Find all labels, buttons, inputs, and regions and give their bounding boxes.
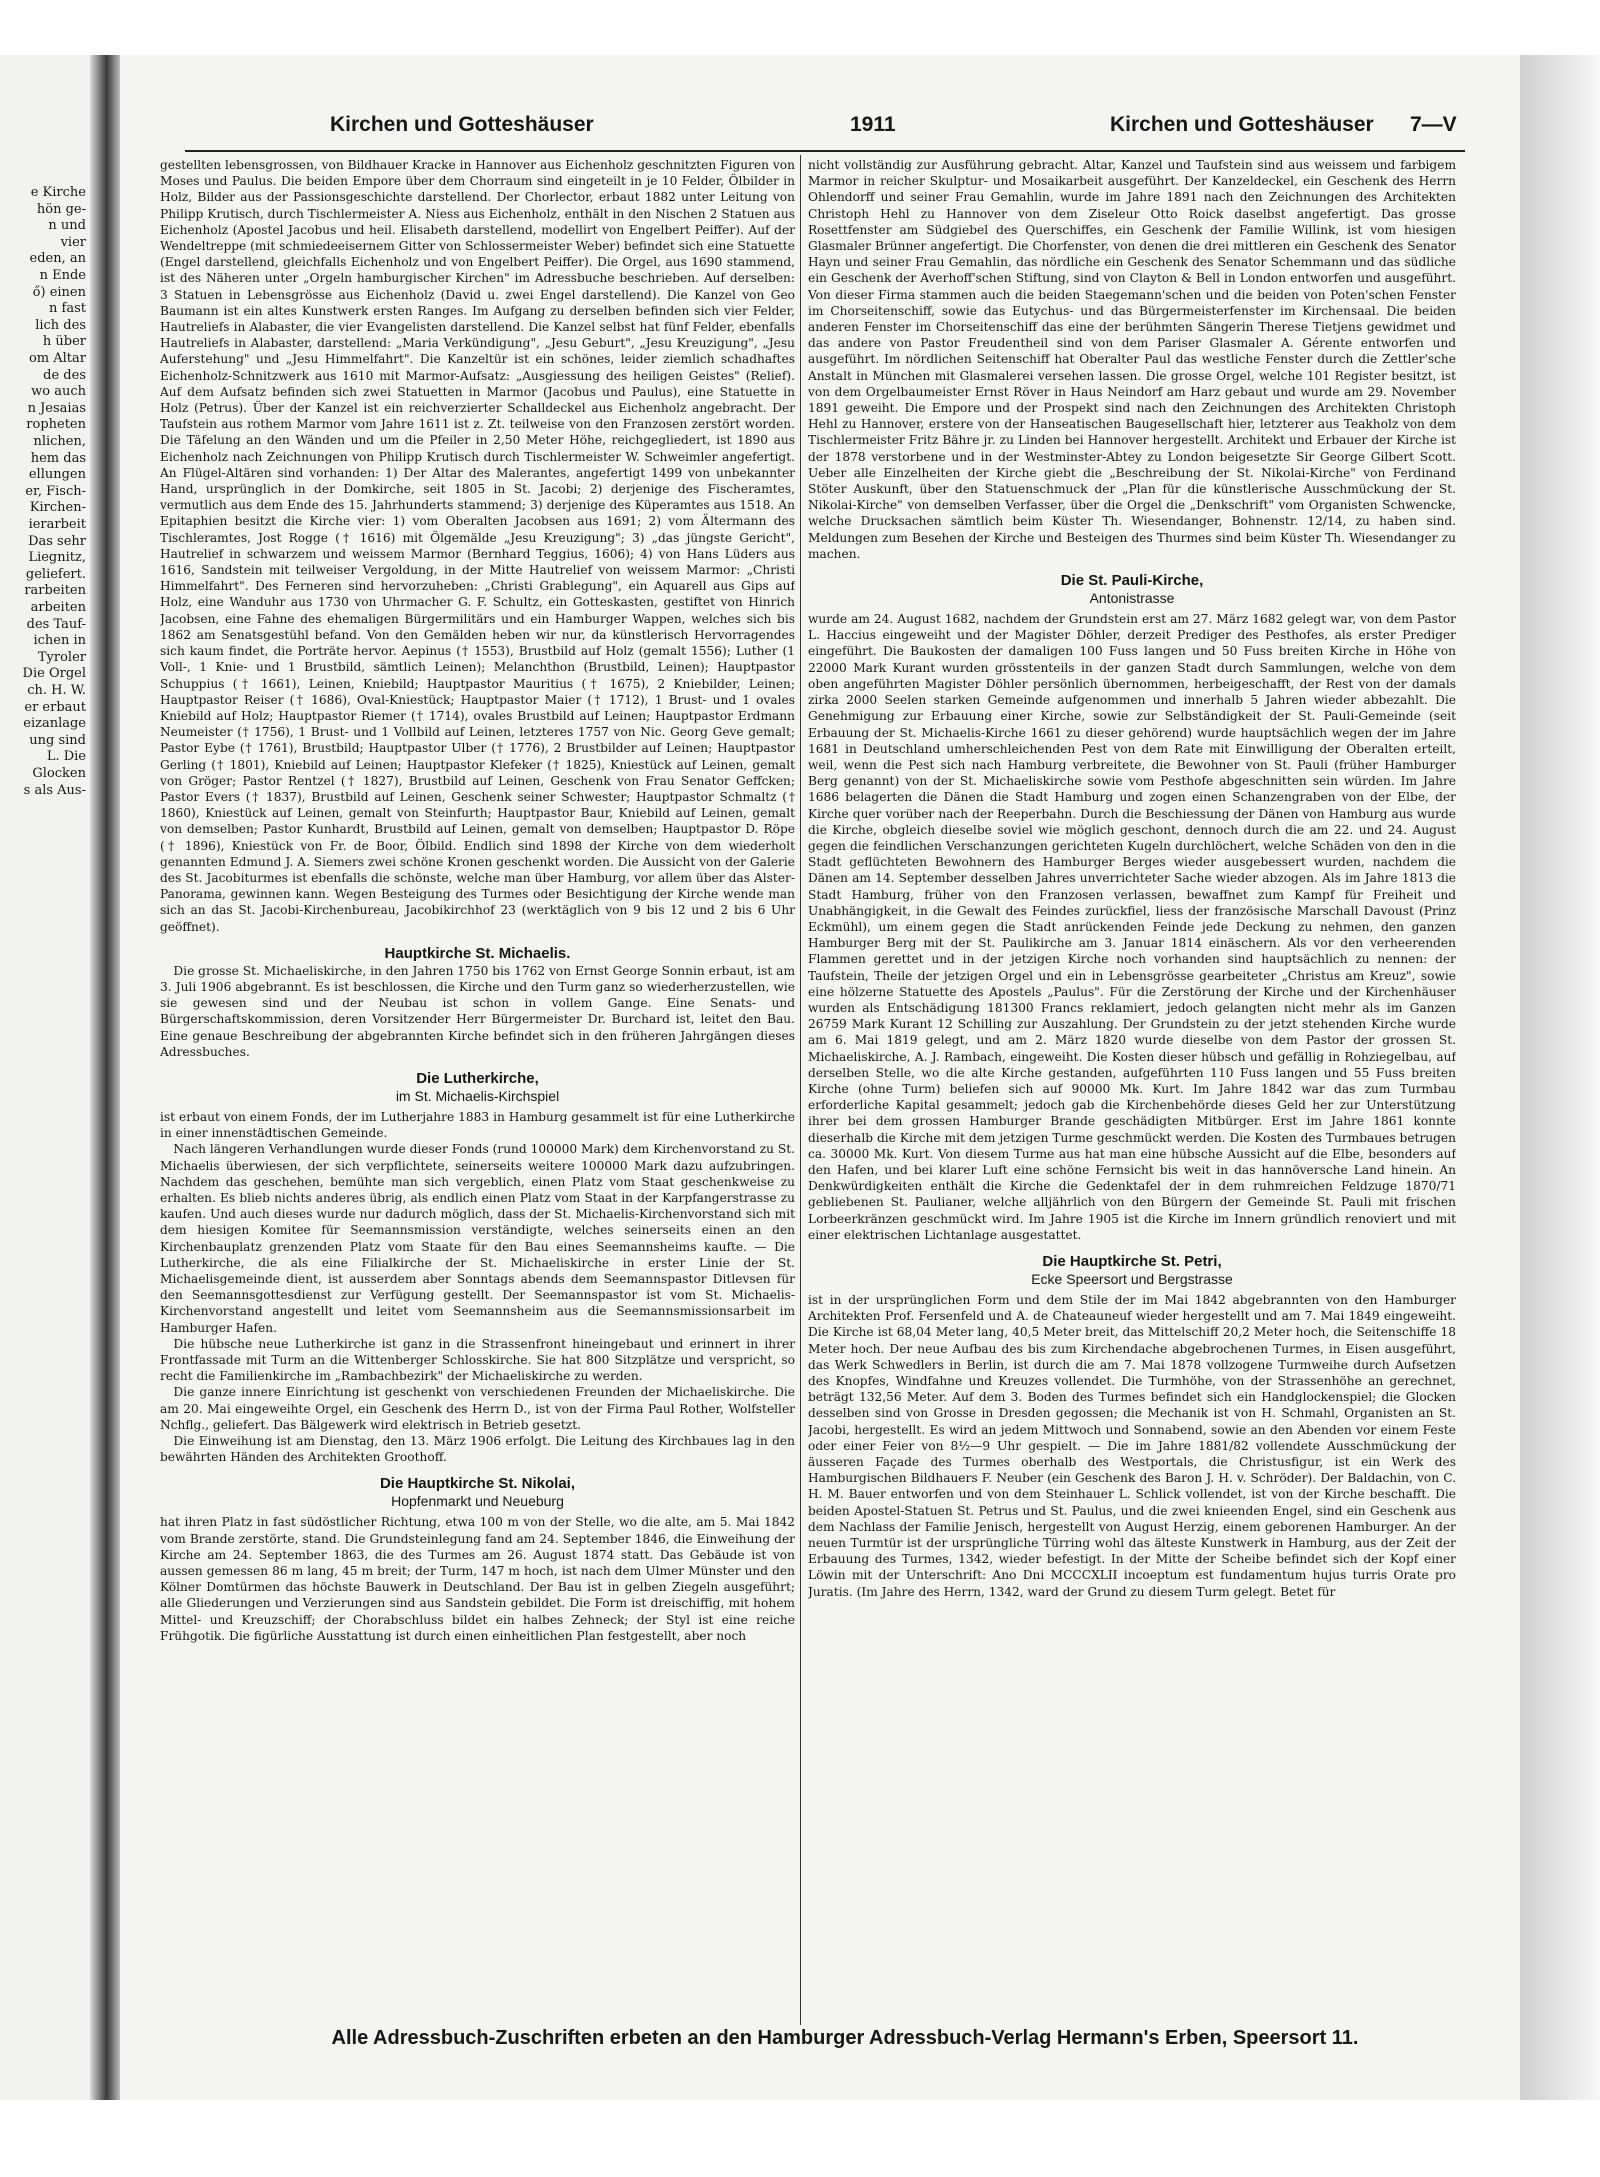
lutherkirche-text-5: Die Einweihung ist am Dienstag, den 13. März 1906 erfolgt. Die Leitung des Kirchbaues lag in den bewährten Händen des Architekten Groothoff. <box>160 1434 795 1465</box>
left-margin-fragment: e Kirche <box>30 185 86 200</box>
left-margin-fragment: ch. H. W. <box>27 683 86 698</box>
lutherkirche-text-2: Nach längeren Verhandlungen wurde dieser Fonds (rund 100000 Mark) dem Kirchenvorstand zu St. Michaelis überwiesen, der sich verpflichtete, seinerseits weitere 100000 Mark dazu aufzubringen. Nachdem das geschehen, bemühte man sich vergeblich, einen Platz vom Staat geschenkweise zu erhalten. Es blieb nichts anderes übrig, als endlich einen Platz vom Staat in der Karpfangerstrasse zu kaufen. Und auch dieses wurde nur dadurch möglich, dass der St. Michaelis-Kirchenvorstand sich mit dem hiesigen Komitee für Seemannsmission verständigte, welches seinerseits einen an den Kirchenbauplatz grenzenden Platz vom Staate für den Bau eines Seemannsheims kaufte. — Die Lutherkirche, die als eine Filialkirche der St. Michaeliskirche in erster Linie der St. Michaelisgemeinde dient, ist ausserdem aber Sonntags abends dem Seemannspastor Ditlevsen für den Seemannsgottesdienst zur Verfügung gestellt. Der Seemannspastor ist vom St. Michaelis-Kirchenvorstand angestellt und leitet vom Seemannsheim aus die Seemannsmissionsarbeit im Hamburger Hafen. <box>160 1142 795 1335</box>
pauli-text: wurde am 24. August 1682, nachdem der Grundstein erst am 27. März 1682 gelegt war, von dem Pastor L. Haccius eingeweiht und der Magister Döhler, derzeit Prediger des Pesthofes, als erster Prediger eingeführt. Die Baukosten der damaligen 100 Fuss langen und 50 Fuss breiten Kirche in Höhe von 22000 Mark Kurant wurden grösstenteils in der ganzen Stadt durch Sammlungen, welche von dem oben angeführten Magister Döhler persönlich übernommen, herbeigeschafft, der Rest von der damals zirka 2000 Seelen starken Gemeinde aufgenommen und innerhalb 5 Jahren wieder abbezahlt. Die Genehmigung zur Erbauung einer Kirche, sowie zur Selbständigkeit der St. Pauli-Gemeinde (seit Erbauung der St. Michaelis-Kirche 1661 zu dieser gehörend) wurde hauptsächlich wegen der im Jahre 1681 in Deutschland umherschleichenden Pest von dem Rate mit Einwilligung der Oberalten erteilt, weil, wenn die Pest sich nach Hamburg verbreitete, die Bewohner von St. Pauli (früher Hamburger Berg genannt) von der St. Michaeliskirche sowie vom Pesthofe abgeschnitten sein würden. Im Jahre 1686 belagerten die Dänen die Stadt Hamburg und zogen einen Schanzengraben von der Elbe, der Kirche quer vorüber nach der Reeperbahn. Durch die Beschiessung der Dänen von Hamburg aus wurde die Kirche, obgleich dieselbe soviel wie möglich geschont, dennoch durch die am 22. und 24. August gegen die feindlichen Verschanzungen gerichteten Kugeln durchlöchert, welche Schäden von den in die Stadt geflüchteten Bewohnern des Hamburger Berges wieder ausgebessert wurden, nachdem die Dänen am 14. September desselben Jahres unverrichteter Sache wieder abzogen. Als im Jahre 1813 die Stadt Hamburg, früher von den Franzosen verlassen, bewaffnet zum Kampf für Freiheit und Unabhängigkeit, in die Gewalt des Feindes zurückfiel, liess der französische Marschall Davoust (Prinz Eckmühl), um einem gegen die Stadt anrückenden Feinde jede Deckung zu nehmen, den ganzen Hamburger Berg mit der St. Paulikirche am 3. Januar 1814 einäschern. Als vor den verheerenden Flammen gerettet und in der jetzigen Kirche noch vorhanden sind hauptsächlich zu nennen: der Taufstein, Theile der jetzigen Orgel und ein in Lebensgrösse gearbeiteter „Christus am Kreuz", sowie eine hölzerne Statuette des Apostels „Paulus". Für die Zerstörung der Kirche und der Kirchenhäuser wurden als Entschädigung 181300 Francs reklamiert, jedoch gelangten nicht mehr als im Ganzen 26759 Mark Kurant 12 Schilling zur Auszahlung. Der Grundstein zu der jetzt stehenden Kirche wurde am 6. Mai 1819 gelegt, und am 2. März 1820 wurde dieselbe von dem Pastor der grossen St. Michaeliskirche, A. J. Rambach, eingeweiht. Die Kosten dieser hübsch und gefällig in Rohziegelbau, auf derselben Stelle, wo die alte Kirche gestanden, aufgeführten 110 Fuss langen und 55 Fuss breiten Kirche (ohne Turm) beliefen sich auf 90000 Mk. Kurt. Im Jahre 1842 war das zum Turmbau erforderliche Kapital gesammelt; jedoch gab die Kirchenbehörde dieses Geld her zur Unterstützung ihrer bei dem grossen Hamburger Brande geschädigten Mitbürger. Erst im Jahre 1861 konnte dieserhalb die Kirche mit dem jetzigen Turme geschmückt werden. Die Kosten des Turmbaues betrugen ca. 30000 Mk. Kurt. Von diesem Turme aus hat man eine hübsche Aussicht auf die Elbe, besonders auf den Hafen, und bei klarer Luft eine schöne Fernsicht bis weit in das hannöversche Land hinein. An Denkwürdigkeiten enthält die Kirche die Gedenktafel der in dem ruhmreichen Feldzuge 1870/71 gebliebenen St. Paulianer, welche alljährlich von den Bürgern der Gemeinde St. Pauli mit frischen Lorbeerkränzen geschmückt wird. Im Jahre 1905 ist die Kirche im Innern gründlich renoviert und mit einer elektrischen Lichtanlage ausgestattet. <box>808 612 1456 1242</box>
header-year: 1911 <box>850 113 896 136</box>
left-margin-fragment: ellungen <box>28 467 86 483</box>
right-column <box>808 157 1456 2027</box>
left-margin-fragment: om Altar <box>28 351 86 366</box>
left-margin-fragment: eizanlage <box>23 716 86 732</box>
pauli-subheading: Antonistrasse <box>1089 590 1175 607</box>
left-margin-fragment: hem das <box>30 450 86 466</box>
gutter-shadow <box>90 55 120 2100</box>
nikolai-subheading: Hopfenmarkt und Neueburg <box>391 1493 564 1510</box>
left-margin-fragment: de des <box>43 367 86 383</box>
petri-subheading: Ecke Speersort und Bergstrasse <box>1031 1271 1233 1287</box>
left-margin-fragment: geliefert. <box>25 566 86 582</box>
left-margin-fragment: arbeiten <box>30 600 86 615</box>
left-margin-fragment: n Ende <box>39 268 86 283</box>
left-margin-fragment: ierarbeit <box>28 517 86 532</box>
left-column <box>160 157 795 2027</box>
column-rule <box>800 155 801 2025</box>
header-page: 7—V <box>1410 113 1457 136</box>
header-rule <box>185 150 1465 152</box>
nikolai-continuation: nicht vollständig zur Ausführung gebracht. Altar, Kanzel und Taufstein sind aus weissem und farbigem Marmor in reicher Skulptur- und Mosaikarbeit ausgeführt. Der Kanzeldeckel, ein Geschenk des Herrn Ohlendorff und seiner Frau Gemahlin, wurde im Jahre 1891 nach den Zeichnungen des Architekten Christoph Hehl zu Hannover von dem Ziseleur Otto Roick daselbst angefertigt. Das grosse Rosettfenster am Südgiebel des Querschiffes, ein Geschenk der Familie Willink, ist vom hiesigen Glasmaler Brünner angefertigt. Die Chorfenster, von denen die drei mittleren ein Geschenk des Senator Hayn und seiner Frau Gemahlin, das nördliche ein Geschenk des Senator Schemmann und das südliche ein Geschenk der Averhoff'schen Stiftung, sind von Clayton & Bell in London entworfen und ausgeführt. Von dieser Firma stammen auch die beiden Staegemann'schen und die beiden von Poten'schen Fenster im Chorseitenschiff, sowie das Eutychus- und das Bürgermeisterfenster im Kirchensaal. Die beiden anderen Fenster im Chorseitenschiff das eine der berühmten Sängerin Therese Tietjens gewidmet und das andere von Pastor Freudentheil sind von dem Pariser Glasmaler A. Gérente entworfen und ausgeführt. Im nördlichen Seitenschiff hat Oberalter Paul das westliche Fenster durch die Zettler'sche Anstalt in München mit Glasmalerei versehen lassen. Die grosse Orgel, welche 101 Register besitzt, ist von dem Orgelbaumeister Ernst Röver in Haus Neindorf am Harz gebaut und wurde am 29. November 1891 geweiht. Die Empore und der Prospekt sind nach den Zeichnungen des Architekten Christoph Hehl zu Hannover, erstere von der Hanseatischen Baugesellschaft hier, letzterer aus Teakholz von dem Tischlermeister Fritz Bähre jr. zu Linden bei Hannover hergestellt. Architekt und Erbauer der Kirche ist der 1878 verstorbene und in der Westminster-Abtey zu London beigesetzte Sir George Gilbert Scott. Ueber alle Einzelheiten der Kirche giebt die „Beschreibung der St. Nikolai-Kirche" von Ferdinand Stöter Auskunft, über den Statuenschmuck der „Plan für die künstlerische Ausschmückung der St. Nikolai-Kirche" von demselben Verfasser, über die Orgel die „Denkschrift" vom Organisten Schwencke, welche Drucksachen sämtlich beim Küster Th. Wiesendanger, Bohnenstr. 12/14, zu haben sind. Meldungen zum Besehen der Kirche und Besteigen des Thurmes sind beim Küster Th. Wiesendanger zu machen. <box>808 158 1456 561</box>
left-margin-fragment: Tyroler <box>37 649 86 665</box>
lutherkirche-text-1: ist erbaut von einem Fonds, der im Lutherjahre 1883 in Hamburg gesammelt ist für eine Lutherkirche in einer innenstädtischen Gemeinde. <box>160 1109 795 1141</box>
scanned-page <box>0 55 1600 2100</box>
lutherkirche-text-4: Die ganze innere Einrichtung ist geschenkt von verschiedenen Freunden der Michaeliskirche. Die am 20. Mai eingeweihte Orgel, ein Geschenk des Herrn D., ist von der Firma Paul Rother, Wolfsteller Nchflg., geliefert. Das Bälgewerk wird elektrisch in Betrieb gesetzt. <box>160 1385 795 1432</box>
left-margin-fragment: des Tauf- <box>26 616 86 632</box>
left-margin-fragment: h über <box>42 334 86 350</box>
left-margin-fragment: Die Orgel <box>22 666 86 682</box>
left-margin-fragment: hön ge- <box>36 201 86 217</box>
right-page-edge <box>1520 55 1600 2100</box>
left-margin-fragment: Kirchen- <box>29 500 86 516</box>
nikolai-heading: Die Hauptkirche St. Nikolai, <box>379 1475 576 1493</box>
left-margin-fragment: lich des <box>35 317 86 333</box>
left-margin-fragment: ropheten <box>26 417 86 433</box>
michaelis-heading: Hauptkirche St. Michaelis. <box>384 944 571 962</box>
lutherkirche-text-3: Die hübsche neue Lutherkirche ist ganz in die Strassenfront hineingebaut und erinnert in ihrer Frontfassade mit Turm an die Wittenberger Schlosskirche. Sie hat 800 Sitzplätze und verspricht, so recht die Familienkirche im „Rambachbezirk" der Michaeliskirche zu werden. <box>160 1336 795 1384</box>
left-margin-fragment: n fast <box>49 301 86 317</box>
left-margin-fragment: eden, an <box>29 251 86 267</box>
left-margin-strip <box>0 55 90 2100</box>
left-margin-fragment: n Jesaias <box>27 400 86 416</box>
running-head <box>210 105 1460 145</box>
left-margin-fragment: ichen in <box>33 633 86 649</box>
petri-heading: Die Hauptkirche St. Petri, <box>1042 1253 1222 1270</box>
left-margin-fragment: s als Aus- <box>23 782 86 798</box>
left-margin-fragment: Liegnitz, <box>28 550 86 566</box>
left-margin-fragment: L. Die <box>46 749 86 765</box>
left-margin-fragment: rarbeiten <box>24 583 86 599</box>
left-margin-fragment: er, Fisch- <box>25 483 86 499</box>
nikolai-text: hat ihren Platz in fast südöstlicher Richtung, etwa 100 m von der Stelle, wo die alte, am 5. Mai 1842 vom Brande zerstörte, stand. Die Grundsteinlegung fand am 24. September 1846, die Einweihung der Kirche am 24. September 1863, die des Turmes am 26. August 1874 statt. Das Gebäude ist von aussen gemessen 86 m lang, 45 m breit; der Turm, 147 m hoch, ist nach dem Ulmer Münster und den Kölner Domtürmen das höchste Bauwerk in Deutschland. Der Bau ist in gelben Ziegeln ausgeführt; alle Gliederungen und Verzierungen sind aus Sandstein gebildet. Die Form ist dreischiffig, mit hohem Mittel- und Kreuzschiff; der Chorabschluss bildet ein halbes Zehneck; der Styl ist eine reiche Frühgotik. Die figürliche Ausstattung ist durch einen einheitlichen Plan festgestellt, aber noch <box>160 1515 795 1643</box>
header-left: Kirchen und Gotteshäuser <box>330 113 594 136</box>
left-margin-fragment: Glocken <box>32 766 86 781</box>
pauli-heading: Die St. Pauli-Kirche, <box>1060 572 1204 590</box>
left-margin-fragment: wo auch <box>31 384 86 400</box>
header-right: Kirchen und Gotteshäuser <box>1110 113 1374 136</box>
petri-text: ist in der ursprünglichen Form und dem Stile der im Mai 1842 abgebrannten von den Hamburger Architekten Prof. Fersenfeld und A. de Chateauneuf wieder hergestellt und am 7. Mai 1849 eingeweiht. Die Kirche ist 68,04 Meter lang, 40,5 Meter breit, das Mittelschiff 20,2 Meter hoch, die Seitenschiffe 18 Meter hoch. Der neue Aufbau des bis zum Kirchendache abgebrochenen Turmes, in Eisen ausgeführt, das Werk Schwedlers in Berlin, ist durch die am 7. Mai 1878 vollzogene Turmweihe durch Aufsetzen des Knopfes, Windfahne und Kreuzes vollendet. Die Turmhöhe, von der Strassenhöhe an gerechnet, beträgt 132,56 Meter. Auf dem 3. Boden des Turmes befindet sich ein Handglockenspiel; die Glocken desselben sind von Grosse in Dresden gegossen; die Mechanik ist von H. Schmahl, Organisten an St. Jacobi, hergestellt. Es wird an jedem Mittwoch und Sonnabend, sowie an den Abenden vor einem Feste oder einer Feier von 8½—9 Uhr gespielt. — Die im Jahre 1881/82 vollendete Ausschmückung der äusseren Façade des Turmes oberhalb des Westportals, die Christusfigur, ist ein Werk des Hamburgischen Bildhauers F. Neuber (ein Geschenk des Baron J. H. v. Schröder). Der Baldachin, von C. H. M. Bauer entworfen und von dem Steinhauer L. Schlick vollendet, ist von der Kirche beschafft. Die beiden Apostel-Statuen St. Petrus und St. Paulus, und die zwei knieenden Engel, sind ein Geschenk aus dem Nachlass der Familie Jenisch, hergestellt von August Herzig, einem geborenen Hamburger. An der neuen Turmtür ist der ursprüngliche Türring wohl das älteste Kunstwerk in Hamburg, aus der Zeit der Erbauung des Turmes, 1342, wieder befestigt. In der Mitte der Scheibe befindet sich der Kopf einer Löwin mit der Unterschrift: Ano Dni MCCCXLII incoeptum est fundamentum hujus turris Orate pro Juratis. (Im Jahre des Herrn, 1342, ward der Grund zu diesem Turm gelegt. Betet für <box>808 1293 1456 1599</box>
publisher-footer: Alle Adressbuch-Zuschriften erbeten an den Hamburger Adressbuch-Verlag Hermann's Erben, Speersort 11. <box>331 2027 1359 2049</box>
left-margin-fragment: n und <box>48 218 86 234</box>
left-margin-fragment: er erbaut <box>24 699 86 715</box>
left-margin-fragment: nlichen, <box>33 434 86 449</box>
michaelis-text: Die grosse St. Michaeliskirche, in den Jahren 1750 bis 1762 von Ernst George Sonnin erbaut, ist am 3. Juli 1906 abgebrannt. Es ist beschlossen, die Kirche und den Turm ganz so wiederherzustellen, wie sie gewesen sind und der Neubau ist schon in vollem Gange. Eine Senats- und Bürgerschaftskommission, deren Vorsitzender Herr Bürgermeister Dr. Burchard ist, leitet den Bau. Eine genaue Beschreibung der abgebrannten Kirche befindet sich in den früheren Jahrgängen dieses Adressbuches. <box>160 963 795 1059</box>
jacobi-continuation: gestellten lebensgrossen, von Bildhauer Kracke in Hannover aus Eichenholz geschnitzten Figuren von Moses und Paulus. Die beiden Empore über dem Chorraum sind eingeteilt in je 10 Felder, Ölbilder in Holz, Bilder aus der Passionsgeschichte darstellend. Der Chorlector, erbaut 1882 unter Leitung von Philipp Krutisch, durch Tischlermeister A. Niess aus Eichenholz, enthält in den Nischen 2 Statuen aus Eichenholz (Apostel Jacobus und heil. Elisabeth darstellend, modellirt von Engelbert Peiffer). Auf der Wendeltreppe (mit schmiedeeisernem Gitter von Schlossermeister Weber) befindet sich eine Statuette (Engel darstellend, gleichfalls Eichenholz und von Engelbert Peiffer). Die Orgel, aus 1690 stammend, ist des Näheren unter „Orgeln hamburgischer Kirchen" im Adressbuche beschrieben. Auf derselben: 3 Statuen in Lebensgrösse aus Eichenholz (David u. zwei Engel darstellend). Die Kanzel von Geo Baumann ist ein altes Kunstwerk ersten Ranges. Im Aufgang zu derselben befinden sich vier Felder, Hautreliefs in Alabaster, die vier Evangelisten darstellend. Die Kanzel selbst hat fünf Felder, ebenfalls Hautreliefs in Alabaster, darstellend: „Maria Verkündigung", „Jesu Geburt", „Jesu Kreuzigung", „Jesu Auferstehung" und „Jesu Himmelfahrt". Die Kanzeltür ist ein schönes, leider ziemlich schadhaftes Eichenholz-Schnitzwerk aus 1610 mit Marmor-Aufsatz: „Ausgiessung des heiligen Geistes" (Relief). Auf dem Aufsatz befinden sich zwei Statuetten in Marmor (Jacobus und Paulus), eine Statuette in Holz (Petrus). Über der Kanzel ist ein reichverzierter Schalldeckel aus Eichenholz angebracht. Der Taufstein aus rothem Marmor vom Jahre 1611 ist z. Zt. teilweise von den Franzosen zerstört worden. Die Täfelung an den Wänden und um die Pfeiler in 2,50 Meter Höhe, reichgegliedert, ist 1890 aus Eichenholz nach Zeichnungen von Philipp Krutisch durch Tischlermeister W. Schweimler angefertigt. An Flügel-Altären sind vorhanden: 1) Der Altar des Malerantes, angefertigt 1499 von unbekannter Hand, ursprünglich in der Domkirche, seit 1805 in St. Jacobi; 2) derjenige des Fischeramtes, vermutlich aus dem Ende des 15. Jahrhunderts stammend; 3) derjenige des Küperamtes aus 1518. An Epitaphien besitzt die Kirche vier: 1) vom Oberalten Jacobsen aus 1691; 2) vom Ältermann des Tischleramtes, Jost Rogge († 1616) mit Ölgemälde „Jesu Kreuzigung"; 3) „das jüngste Gericht", Hautrelief in schwarzem und weissem Marmor (Bernhard Teggius, 1606); 4) von Hans Lüders aus 1616, Sandstein mit teilweiser Vergoldung, in der Mitte Hautrelief von weissem Marmor: „Christi Himmelfahrt". Des Ferneren sind hervorzuheben: „Christi Grablegung", ein Aquarell aus Gips auf Holz, eine Wanduhr aus 1730 von Uhrmacher G. F. Schultz, ein Gotteskasten, gestiftet von Hinrich Jacobsen, eine Fahne des ehemaligen Bürgermilitärs und ein Hamburger Wappen, welches sich bis 1862 am Senatsgestühl befand. Von den Gemälden heben wir nur, da künstlerisch Hervorragendes sich kaum findet, die Porträte hervor. Aepinus († 1553), Brustbild auf Holz (gemalt 1556); Luther (1 Voll-, 1 Knie- und 1 Brustbild, sämtlich Leinen); Melanchthon (Brustbild, Leinen); Hauptpastor Schuppius († 1661), Leinen, Kniebild; Hauptpastor Mauritius († 1675), 2 Kniebilder, Leinen; Hauptpastor Reiser († 1686), Oval-Kniestück; Hauptpastor Maier († 1712), 1 Brust- und 1 ovales Kniebild auf Holz; Hauptpastor Riemer († 1714), ovales Brustbild auf Leinen; Hauptpastor Erdmann Neumeister († 1756), 1 Brust- und 1 Vollbild auf Leinen, letzteres 1757 von Nic. Georg Geve gemalt; Pastor Eybe († 1761), Brustbild; Hauptpastor Ulber († 1776), 2 Brustbilder auf Leinen; Hauptpastor Gerling († 1801), Kniebild auf Leinen; Hauptpastor Klefeker († 1825), Kniestück auf Leinen, gemalt von Gröger; Pastor Rentzel († 1827), Brustbild auf Leinen, Geschenk von Frau Senator Geffcken; Pastor Evers († 1837), Brustbild auf Leinen, Geschenk seiner Schwester; Hauptpastor Schmaltz († 1860), Kniestück auf Leinen, gemalt von Steinfurth; Hauptpastor Baur, Kniebild auf Leinen, gemalt von demselben; Pastor Kunhardt, Brustbild auf Leinen, gemalt von demselben; Hauptpastor D. Röpe († 1896), Kniestück von Fr. de Boor, Ölbild. Endlich sind 1898 der Kirche von dem wiederholt genannten Edmund J. A. Siemers zwei schöne Kronen geschenkt worden. Die Aussicht von der Galerie des St. Jacobiturmes ist ebenfalls die schönste, welche man über Hamburg, vor allem über das Alster-Panorama, gewinnen kann. Wegen Besteigung des Turmes oder Besichtigung der Kirche wende man sich an das St. Jacobi-Kirchenbureau, Jacobikirchhof 23 (werktäglich von 9 bis 12 und 2 bis 6 Uhr geöffnet). <box>160 158 795 934</box>
left-margin-fragment: vier <box>60 234 86 250</box>
left-margin-fragment: Das sehr <box>28 533 86 549</box>
lutherkirche-subheading: im St. Michaelis-Kirchspiel <box>395 1087 560 1104</box>
lutherkirche-heading: Die Lutherkirche, <box>416 1069 539 1087</box>
left-margin-fragment: ung sind <box>29 732 86 748</box>
left-margin-fragment: ő) einen <box>32 284 86 300</box>
